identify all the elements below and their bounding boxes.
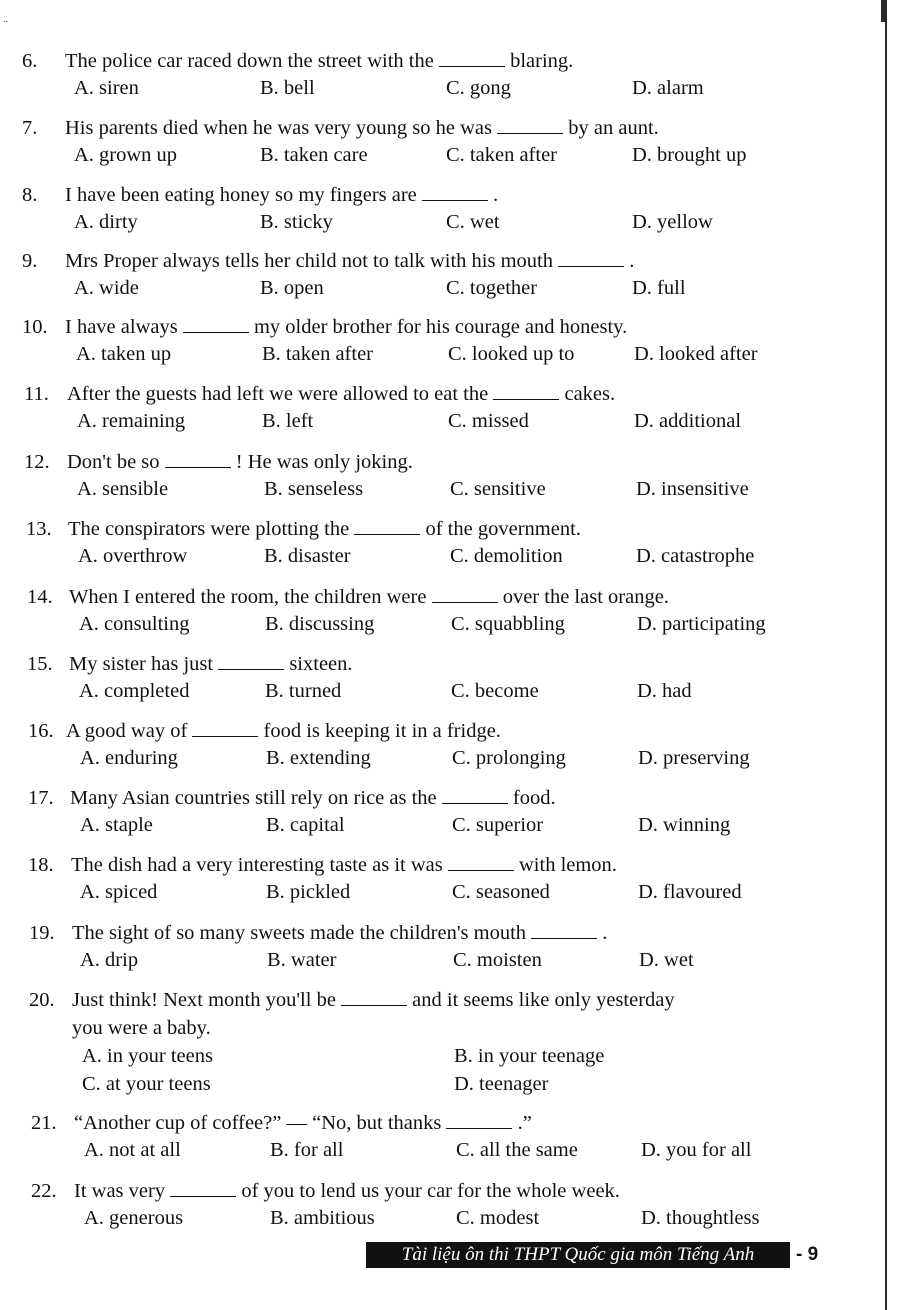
option-a: A. sensible <box>77 478 169 500</box>
question-number: 11. <box>24 383 49 405</box>
stem-text: I have always <box>65 316 178 338</box>
stem-text: food is keeping it in a fridge. <box>263 720 501 742</box>
stem-text: by an aunt. <box>568 117 659 139</box>
answer-blank <box>497 115 563 134</box>
option-c: C. sensitive <box>450 478 546 500</box>
question-number: 18. <box>28 854 54 876</box>
question-number: 22. <box>31 1180 57 1202</box>
answer-blank <box>183 314 249 333</box>
stem-text: Mrs Proper always tells her child not to talk with his mouth <box>65 250 553 272</box>
option-b: B. water <box>267 949 337 971</box>
stem-text: When I entered the room, the children were <box>69 586 427 608</box>
stem-text: . <box>629 250 635 272</box>
stem-text: Just think! Next month you'll be <box>72 989 336 1011</box>
answer-blank <box>432 584 498 603</box>
option-b: B. turned <box>265 680 342 702</box>
question-stem <box>72 987 675 1014</box>
option-b: B. bell <box>260 77 315 99</box>
question-stem <box>68 516 581 543</box>
option-a: A. not at all <box>84 1139 181 1161</box>
page-number: - 9 <box>796 1244 819 1265</box>
question-number: 10. <box>22 316 48 338</box>
option-c: C. demolition <box>450 545 563 567</box>
option-d: D. thoughtless <box>641 1207 760 1229</box>
stem-text: “Another cup of coffee?” — “No, but thanks <box>74 1112 442 1134</box>
option-a: A. completed <box>79 680 190 702</box>
stem-text: my older brother for his courage and honesty. <box>253 316 628 338</box>
option-c: C. moisten <box>453 949 542 971</box>
option-b: B. discussing <box>265 613 375 635</box>
page-edge-rule <box>885 0 887 1310</box>
page-edge-tick <box>881 0 887 22</box>
option-a: A. drip <box>80 949 139 971</box>
question-number: 13. <box>26 518 52 540</box>
answer-blank <box>446 1110 512 1129</box>
stem-text: cakes. <box>564 383 616 405</box>
stem-text: A good way of <box>66 720 188 742</box>
stem-text: .” <box>517 1112 532 1134</box>
question-stem <box>67 449 413 476</box>
question-stem <box>65 314 627 341</box>
option-a: A. taken up <box>76 343 172 365</box>
corner-mark: .. <box>3 14 8 25</box>
option-a: A. remaining <box>77 410 186 432</box>
option-c: C. wet <box>446 211 500 233</box>
stem-text: over the last orange. <box>502 586 669 608</box>
stem-text: It was very <box>74 1180 166 1202</box>
question-number: 14. <box>27 586 53 608</box>
stem-text: . <box>602 922 608 944</box>
option-a: A. siren <box>74 77 139 99</box>
option-c: C. together <box>446 277 538 299</box>
option-a: A. spiced <box>80 881 158 903</box>
question-stem <box>69 584 669 611</box>
option-d: D. winning <box>638 814 731 836</box>
option-b: B. open <box>260 277 324 299</box>
stem-text: . <box>493 184 499 206</box>
question-stem <box>74 1178 620 1205</box>
stem-text: food. <box>512 787 556 809</box>
option-c: C. looked up to <box>448 343 575 365</box>
option-b: B. taken care <box>260 144 368 166</box>
stem-text: I have been eating honey so my fingers are <box>65 184 417 206</box>
stem-text: sixteen. <box>289 653 353 675</box>
stem-text: blaring. <box>510 50 574 72</box>
question-stem <box>67 381 615 408</box>
answer-blank <box>341 987 407 1006</box>
question-number: 8. <box>22 184 38 206</box>
option-c: C. at your teens <box>82 1073 211 1095</box>
answer-blank <box>531 920 597 939</box>
option-c: C. missed <box>448 410 529 432</box>
option-b: B. senseless <box>264 478 364 500</box>
stem-text: After the guests had left we were allowed to eat the <box>67 383 489 405</box>
stem-text: The conspirators were plotting the <box>68 518 350 540</box>
stem-text: His parents died when he was very young so he was <box>65 117 492 139</box>
stem-text: The dish had a very interesting taste as it was <box>71 854 443 876</box>
option-a: A. in your teens <box>82 1045 213 1067</box>
question-stem <box>65 48 573 75</box>
question-number: 9. <box>22 250 38 272</box>
option-d: D. wet <box>639 949 694 971</box>
option-d: D. participating <box>637 613 766 635</box>
option-d: D. preserving <box>638 747 750 769</box>
answer-blank <box>422 182 488 201</box>
answer-blank <box>165 449 231 468</box>
option-d: D. you for all <box>641 1139 752 1161</box>
option-b: B. taken after <box>262 343 373 365</box>
question-stem <box>71 852 617 879</box>
answer-blank <box>442 785 508 804</box>
question-number: 19. <box>29 922 55 944</box>
option-b: B. ambitious <box>270 1207 375 1229</box>
stem-text: of the government. <box>425 518 581 540</box>
option-b: B. for all <box>270 1139 344 1161</box>
option-a: A. enduring <box>80 747 178 769</box>
option-c: C. gong <box>446 77 511 99</box>
question-number: 17. <box>28 787 54 809</box>
stem-text: and it seems like only yesterday <box>412 989 675 1011</box>
option-a: A. dirty <box>74 211 138 233</box>
stem-text: with lemon. <box>519 854 617 876</box>
option-d: D. insensitive <box>636 478 749 500</box>
question-stem <box>65 115 659 142</box>
option-c: C. all the same <box>456 1139 578 1161</box>
option-b: B. extending <box>266 747 371 769</box>
option-b: B. in your teenage <box>454 1045 605 1067</box>
option-b: B. disaster <box>264 545 351 567</box>
option-c: C. squabbling <box>451 613 565 635</box>
option-a: A. overthrow <box>78 545 188 567</box>
option-a: A. generous <box>84 1207 184 1229</box>
question-stem <box>65 182 498 209</box>
stem-text: The sight of so many sweets made the children's mouth <box>72 922 527 944</box>
option-c: C. modest <box>456 1207 540 1229</box>
question-number: 6. <box>22 50 38 72</box>
option-a: A. grown up <box>74 144 178 166</box>
stem-text: Many Asian countries still rely on rice as the <box>70 787 437 809</box>
question-stem <box>65 248 634 275</box>
option-b: B. capital <box>266 814 345 836</box>
question-stem <box>66 718 501 745</box>
question-stem <box>72 920 607 947</box>
stem-text: Don't be so <box>67 451 160 473</box>
question-number: 12. <box>24 451 50 473</box>
option-b: B. pickled <box>266 881 351 903</box>
stem-text: My sister has just <box>69 653 214 675</box>
option-c: C. prolonging <box>452 747 566 769</box>
option-b: B. left <box>262 410 314 432</box>
option-a: A. wide <box>74 277 139 299</box>
question-stem-continued: you were a baby. <box>72 1017 211 1039</box>
question-number: 7. <box>22 117 38 139</box>
answer-blank <box>354 516 420 535</box>
option-d: D. flavoured <box>638 881 742 903</box>
answer-blank <box>439 48 505 67</box>
stem-text: ! He was only joking. <box>235 451 413 473</box>
answer-blank <box>448 852 514 871</box>
question-stem <box>70 785 556 812</box>
option-c: C. taken after <box>446 144 557 166</box>
option-b: B. sticky <box>260 211 333 233</box>
question-stem <box>69 651 353 678</box>
option-c: C. become <box>451 680 539 702</box>
question-number: 16. <box>28 720 54 742</box>
option-d: D. catastrophe <box>636 545 755 567</box>
stem-text: of you to lend us your car for the whole week. <box>241 1180 620 1202</box>
option-a: A. staple <box>80 814 153 836</box>
answer-blank <box>170 1178 236 1197</box>
stem-text: The police car raced down the street with the <box>65 50 434 72</box>
option-d: D. teenager <box>454 1073 549 1095</box>
option-d: D. yellow <box>632 211 713 233</box>
question-number: 20. <box>29 989 55 1011</box>
footer-title: Tài liệu ôn thi THPT Quốc gia môn Tiếng Anh <box>366 1242 790 1268</box>
answer-blank <box>558 248 624 267</box>
option-d: D. alarm <box>632 77 704 99</box>
option-d: D. additional <box>634 410 742 432</box>
option-c: C. superior <box>452 814 544 836</box>
option-d: D. brought up <box>632 144 747 166</box>
option-a: A. consulting <box>79 613 190 635</box>
option-d: D. full <box>632 277 686 299</box>
answer-blank <box>493 381 559 400</box>
answer-blank <box>192 718 258 737</box>
question-number: 21. <box>31 1112 57 1134</box>
question-number: 15. <box>27 653 53 675</box>
option-d: D. had <box>637 680 692 702</box>
answer-blank <box>218 651 284 670</box>
question-stem <box>74 1110 532 1137</box>
option-d: D. looked after <box>634 343 758 365</box>
option-c: C. seasoned <box>452 881 550 903</box>
